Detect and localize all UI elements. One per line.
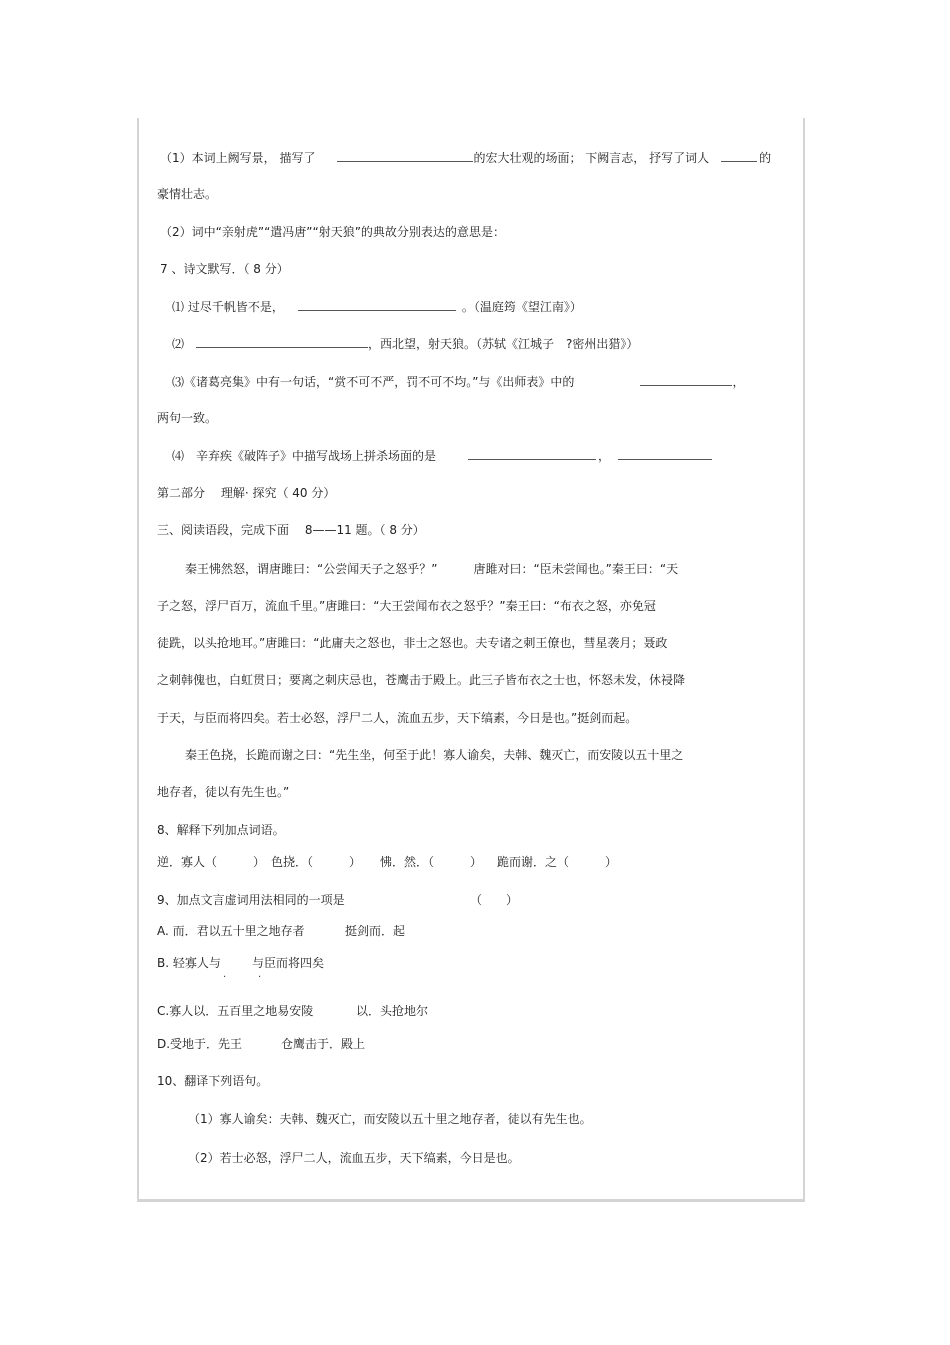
q8-item-2[interactable]: 色挠．（ ） [271,855,362,869]
passage-line-1: 秦王怫然怒，谓唐雎曰：“公尝闻天子之怒乎？” 唐雎对曰：“臣未尝闻也。”秦王曰：“天 [185,562,679,576]
answer-blank[interactable] [298,298,456,311]
q8-title: 8、解释下列加点词语。 [157,823,285,837]
q6-part2: （2）词中“亲射虎”“遣冯唐”“射天狼”的典故分别表达的意思是： [160,225,505,239]
q6-part1-end: 豪情壮志。 [157,187,218,201]
q9-option-d-right: 仓鹰击于．殿上 [281,1037,366,1051]
part2-heading: 第二部分 理解· 探究（ 40 分） [157,486,336,500]
q9-answer-paren[interactable]: （ ） [470,893,519,907]
passage-line-6: 秦王色挠，长跪而谢之曰：“先生坐，何至于此！寡人谕矣，夫韩、魏灭亡，而安陵以五十里之 [185,748,684,762]
q9-option-d-left[interactable]: D.受地于．先王 [157,1037,243,1051]
q7-item3-end: 两句一致。 [157,411,218,425]
q9-option-c-left[interactable]: C.寡人以．五百里之地易安陵 [157,1004,314,1018]
answer-blank[interactable] [721,149,757,162]
q9-option-b-right: 与臣而将四矣 [252,956,325,970]
q10-sentence-2: （2）若士必怒，浮尸二人，流血五步，天下缟素，今日是也。 [188,1151,520,1165]
passage-line-5: 于天，与臣而将四矣。若士必怒，浮尸二人，流血五步，天下缟素，今日是也。”挺剑而起。 [157,711,638,725]
q7-title: 7 、诗文默写．（ 8 分） [160,262,289,276]
q8-item-1[interactable]: 逆．寡人（ ） [157,855,266,869]
answer-blank[interactable] [468,447,596,460]
q9-option-a-left[interactable]: A. 而．君以五十里之地存者 [157,924,305,938]
answer-blank[interactable] [196,335,368,348]
answer-blank[interactable] [337,149,473,162]
q8-item-3[interactable]: 怫．然．（ ） [380,855,483,869]
q7-item2: ⑵ ，西北望，射天狼。（苏轼《江城子 ?密州出猎》） [172,337,639,351]
answer-blank[interactable] [640,373,732,386]
q6-part1-line: （1）本词上阙写景， 描写了 的宏大壮观的场面； 下阙言志， 抒写了词人 的 [160,151,772,165]
passage-line-3: 徒跣，以头抢地耳。”唐雎曰：“此庸夫之怒也，非士之怒也。夫专诸之刺王僚也，彗星袭月；聂政 [157,636,668,650]
emphasis-dot: · [223,972,227,983]
q9-option-c-right: 以．头抢地尔 [356,1004,429,1018]
q7-item3: ⑶《诸葛亮集》中有一句话，“赏不可不严，罚不可不均。”与《出师表》中的 ， [172,375,745,389]
answer-blank[interactable] [618,447,712,460]
q9-title: 9、加点文言虚词用法相同的一项是 [157,893,345,907]
section3-heading: 三、阅读语段，完成下面 8——11 题。（ 8 分） [157,523,425,537]
q10-title: 10、翻译下列语句。 [157,1074,269,1088]
q10-sentence-1: （1）寡人谕矣：夫韩、魏灭亡，而安陵以五十里之地存者，徒以有先生也。 [188,1112,592,1126]
passage-line-2: 子之怒，浮尸百万，流血千里。”唐雎曰：“大王尝闻布衣之怒乎？”秦王曰：“布衣之怒，亦免冠 [157,599,656,613]
q9-option-b-left[interactable]: B. 轻寡人与 [157,956,221,970]
passage-line-4: 之刺韩傀也，白虹贯日；要离之刺庆忌也，苍鹰击于殿上。此三子皆布衣之士也，怀怒未发，休祲降 [157,673,686,687]
emphasis-dot: · [258,972,262,983]
q7-item4: ⑷ 辛弃疾《破阵子》中描写战场上拼杀场面的是 ， [172,447,712,464]
passage-line-7: 地存者，徒以有先生也。” [157,785,290,799]
q9-option-a-right: 挺剑而．起 [345,924,406,938]
q8-item-4[interactable]: 跪而谢．之（ ） [497,855,618,869]
q7-item1: ⑴ 过尽千帆皆不是， 。（温庭筠《望江南》） [172,300,582,314]
